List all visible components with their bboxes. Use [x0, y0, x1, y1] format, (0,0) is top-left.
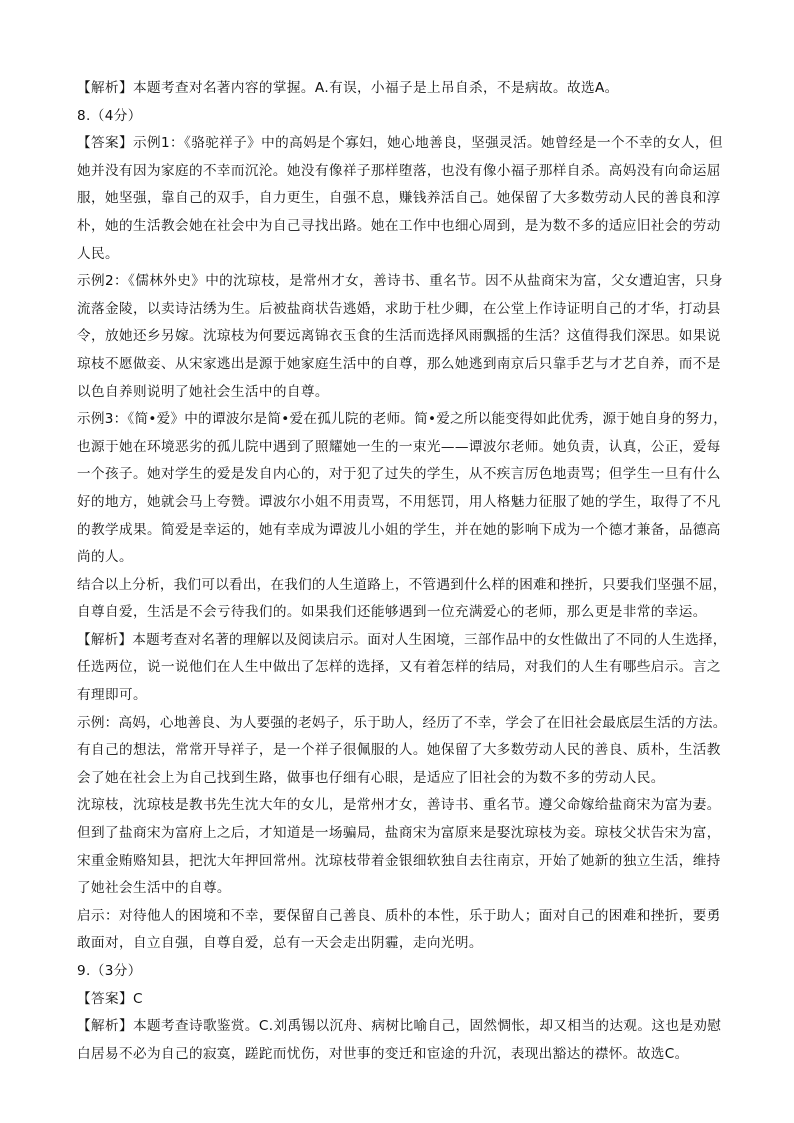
text-line: 以色自养则说明了她社会生活中的自尊。: [77, 383, 329, 400]
text-line: 自尊自爱，生活是不会亏待我们的。如果我们还能够遇到一位充满爱心的老师，那么更是非常的幸运。: [77, 604, 707, 621]
text-line: 示例：高妈，心地善良、为人要强的老妈子，乐于助人，经历了不幸，学会了在旧社会最底层生活的方法。: [77, 714, 727, 731]
text-line: 有自己的想法，常常开导祥子，是一个祥子很佩服的人。她保留了大多数劳动人民的善良、质朴，生活教: [77, 742, 721, 759]
text-line: 任选两位，说一说他们在人生中做出了怎样的选择，又有着怎样的结局，对我们的人生有哪些启示。言之: [77, 659, 721, 676]
text-line: 但到了盐商宋为富府上之后，才知道是一场骗局，盐商宋为富原来是娶沈琼枝为妾。琼枝父状告宋为富，: [77, 825, 721, 842]
paragraph-answer-9: [77, 986, 727, 1014]
text-line: 她并没有因为家庭的不幸而沉沦。她没有像祥子那样堕落，也没有像小福子那样自杀。高妈没有向命运屈: [77, 162, 721, 179]
text-line: 一个孩子。她对学生的爱是发自内心的，对于犯了过失的学生，从不疾言厉色地责骂；但学生一旦有什么: [77, 466, 721, 483]
text-line: 服，她坚强，靠自己的双手，自力更生，自强不息，赚钱养活自己。她保留了大多数劳动人民的善良和淳: [77, 190, 721, 207]
text-line: 了她社会生活中的自尊。: [77, 880, 231, 897]
text-line: 朴，她的生活教会她在社会中为自己寻找出路。她在工作中也细心周到，是为数不多的适应旧社会的劳动: [77, 217, 721, 234]
text-line: 启示：对待他人的困境和不幸，要保留自己善良、质朴的本性，乐于助人；面对自己的困难和挫折，要勇: [77, 907, 721, 924]
text-line: 【答案】示例1：《骆驼祥子》中的高妈是个寡妇，她心地善良，坚强灵活。她曾经是一个不幸的女人，但: [77, 135, 723, 152]
paragraph-inspiration: [77, 903, 727, 958]
text-line: 沈琼枝，沈琼枝是教书先生沈大年的女儿，是常州才女，善诗书、重名节。遵父命嫁给盐商宋为富为妻。: [77, 797, 721, 814]
question-8-heading: [77, 103, 727, 131]
paragraph-analysis-7: [77, 75, 727, 103]
text-line: 尚的人。: [77, 549, 133, 566]
paragraph-conclusion: [77, 572, 727, 627]
text-line: 好的地方，她就会马上夸赞。谭波尔小姐不用责骂，不用惩罚，用人格魅力征服了她的学生，取得了不凡: [77, 493, 721, 510]
paragraph-analysis-9: [77, 1013, 727, 1068]
text-line: 流落金陵，以卖诗沽绣为生。后被盐商状告逃婚，求助于杜少卿，在公堂上作诗证明自己的才华，打动县: [77, 300, 721, 317]
text-line: 9.（3分）: [77, 963, 142, 979]
text-line: 【解析】本题考查诗歌鉴赏。C.刘禹锡以沉舟、病树比喻自己，固然惆怅，却又相当的达观。这也是劝慰: [77, 1018, 722, 1035]
paragraph-example-gaoma: [77, 710, 727, 793]
text-line: 【解析】本题考查对名著的理解以及阅读启示。面对人生困境，三部作品中的女性做出了不同的人生选择，: [77, 631, 727, 648]
text-line: 琼枝不愿做妾、从宋家逃出是源于她家庭生活中的自尊，那么她逃到南京后只靠手艺与才艺自养，而不是: [77, 355, 721, 372]
paragraph-shen-qiongzhi: [77, 792, 727, 902]
paragraph-analysis-8: [77, 627, 727, 710]
text-line: 令，放她还乡另嫁。沈琼枝为何要远离锦衣玉食的生活而选择风雨飘摇的生活？这值得我们深思。如果说: [77, 328, 721, 345]
paragraph-answer-example-1: [77, 130, 727, 268]
document-body: [77, 75, 727, 1068]
text-line: 敢面对，自立自强，自尊自爱，总有一天会走出阴霾，走向光明。: [77, 935, 483, 952]
text-line: 示例2：《儒林外史》中的沈琼枝，是常州才女，善诗书、重名节。因不从盐商宋为富，父女遭迫害，只身: [77, 273, 723, 290]
text-line: 白居易不必为自己的寂寞，蹉跎而忧伤，对世事的变迁和宦途的升沉，表现出豁达的襟怀。故选C。: [77, 1045, 689, 1062]
text-line: 结合以上分析，我们可以看出，在我们的人生道路上，不管遇到什么样的困难和挫折，只要我们坚强不屈，: [77, 576, 727, 593]
paragraph-example-3: [77, 406, 727, 572]
text-line: 人民。: [77, 245, 119, 262]
text-line: 【答案】C: [77, 990, 143, 1007]
paragraph-example-2: [77, 268, 727, 406]
text-line: 会了她在社会上为自己找到生路，做事也仔细有心眼，是适应了旧社会的为数不多的劳动人民。: [77, 769, 665, 786]
text-line: 8.（4分）: [77, 107, 142, 124]
text-line: 【解析】本题考查对名著内容的掌握。A.有误，小福子是上吊自杀，不是病故。故选A。: [77, 80, 619, 96]
text-line: 也源于她在环境恶劣的孤儿院中遇到了照耀她一生的一束光——谭波尔老师。她负责，认真，公正，爱每: [77, 438, 721, 455]
question-9-heading: [77, 958, 727, 986]
text-line: 宋重金贿赂知县，把沈大年押回常州。沈琼枝带着金银细软独自去往南京，开始了她新的独立生活，维持: [77, 852, 721, 869]
text-line: 的教学成果。简爱是幸运的，她有幸成为谭波儿小姐的学生，并在她的影响下成为一个德才兼备，品德高: [77, 521, 721, 538]
text-line: 示例3：《简•爱》中的谭波尔是简•爱在孤儿院的老师。简•爱之所以能变得如此优秀，源于她自身的努力，: [77, 411, 728, 428]
text-line: 有理即可。: [77, 687, 147, 704]
